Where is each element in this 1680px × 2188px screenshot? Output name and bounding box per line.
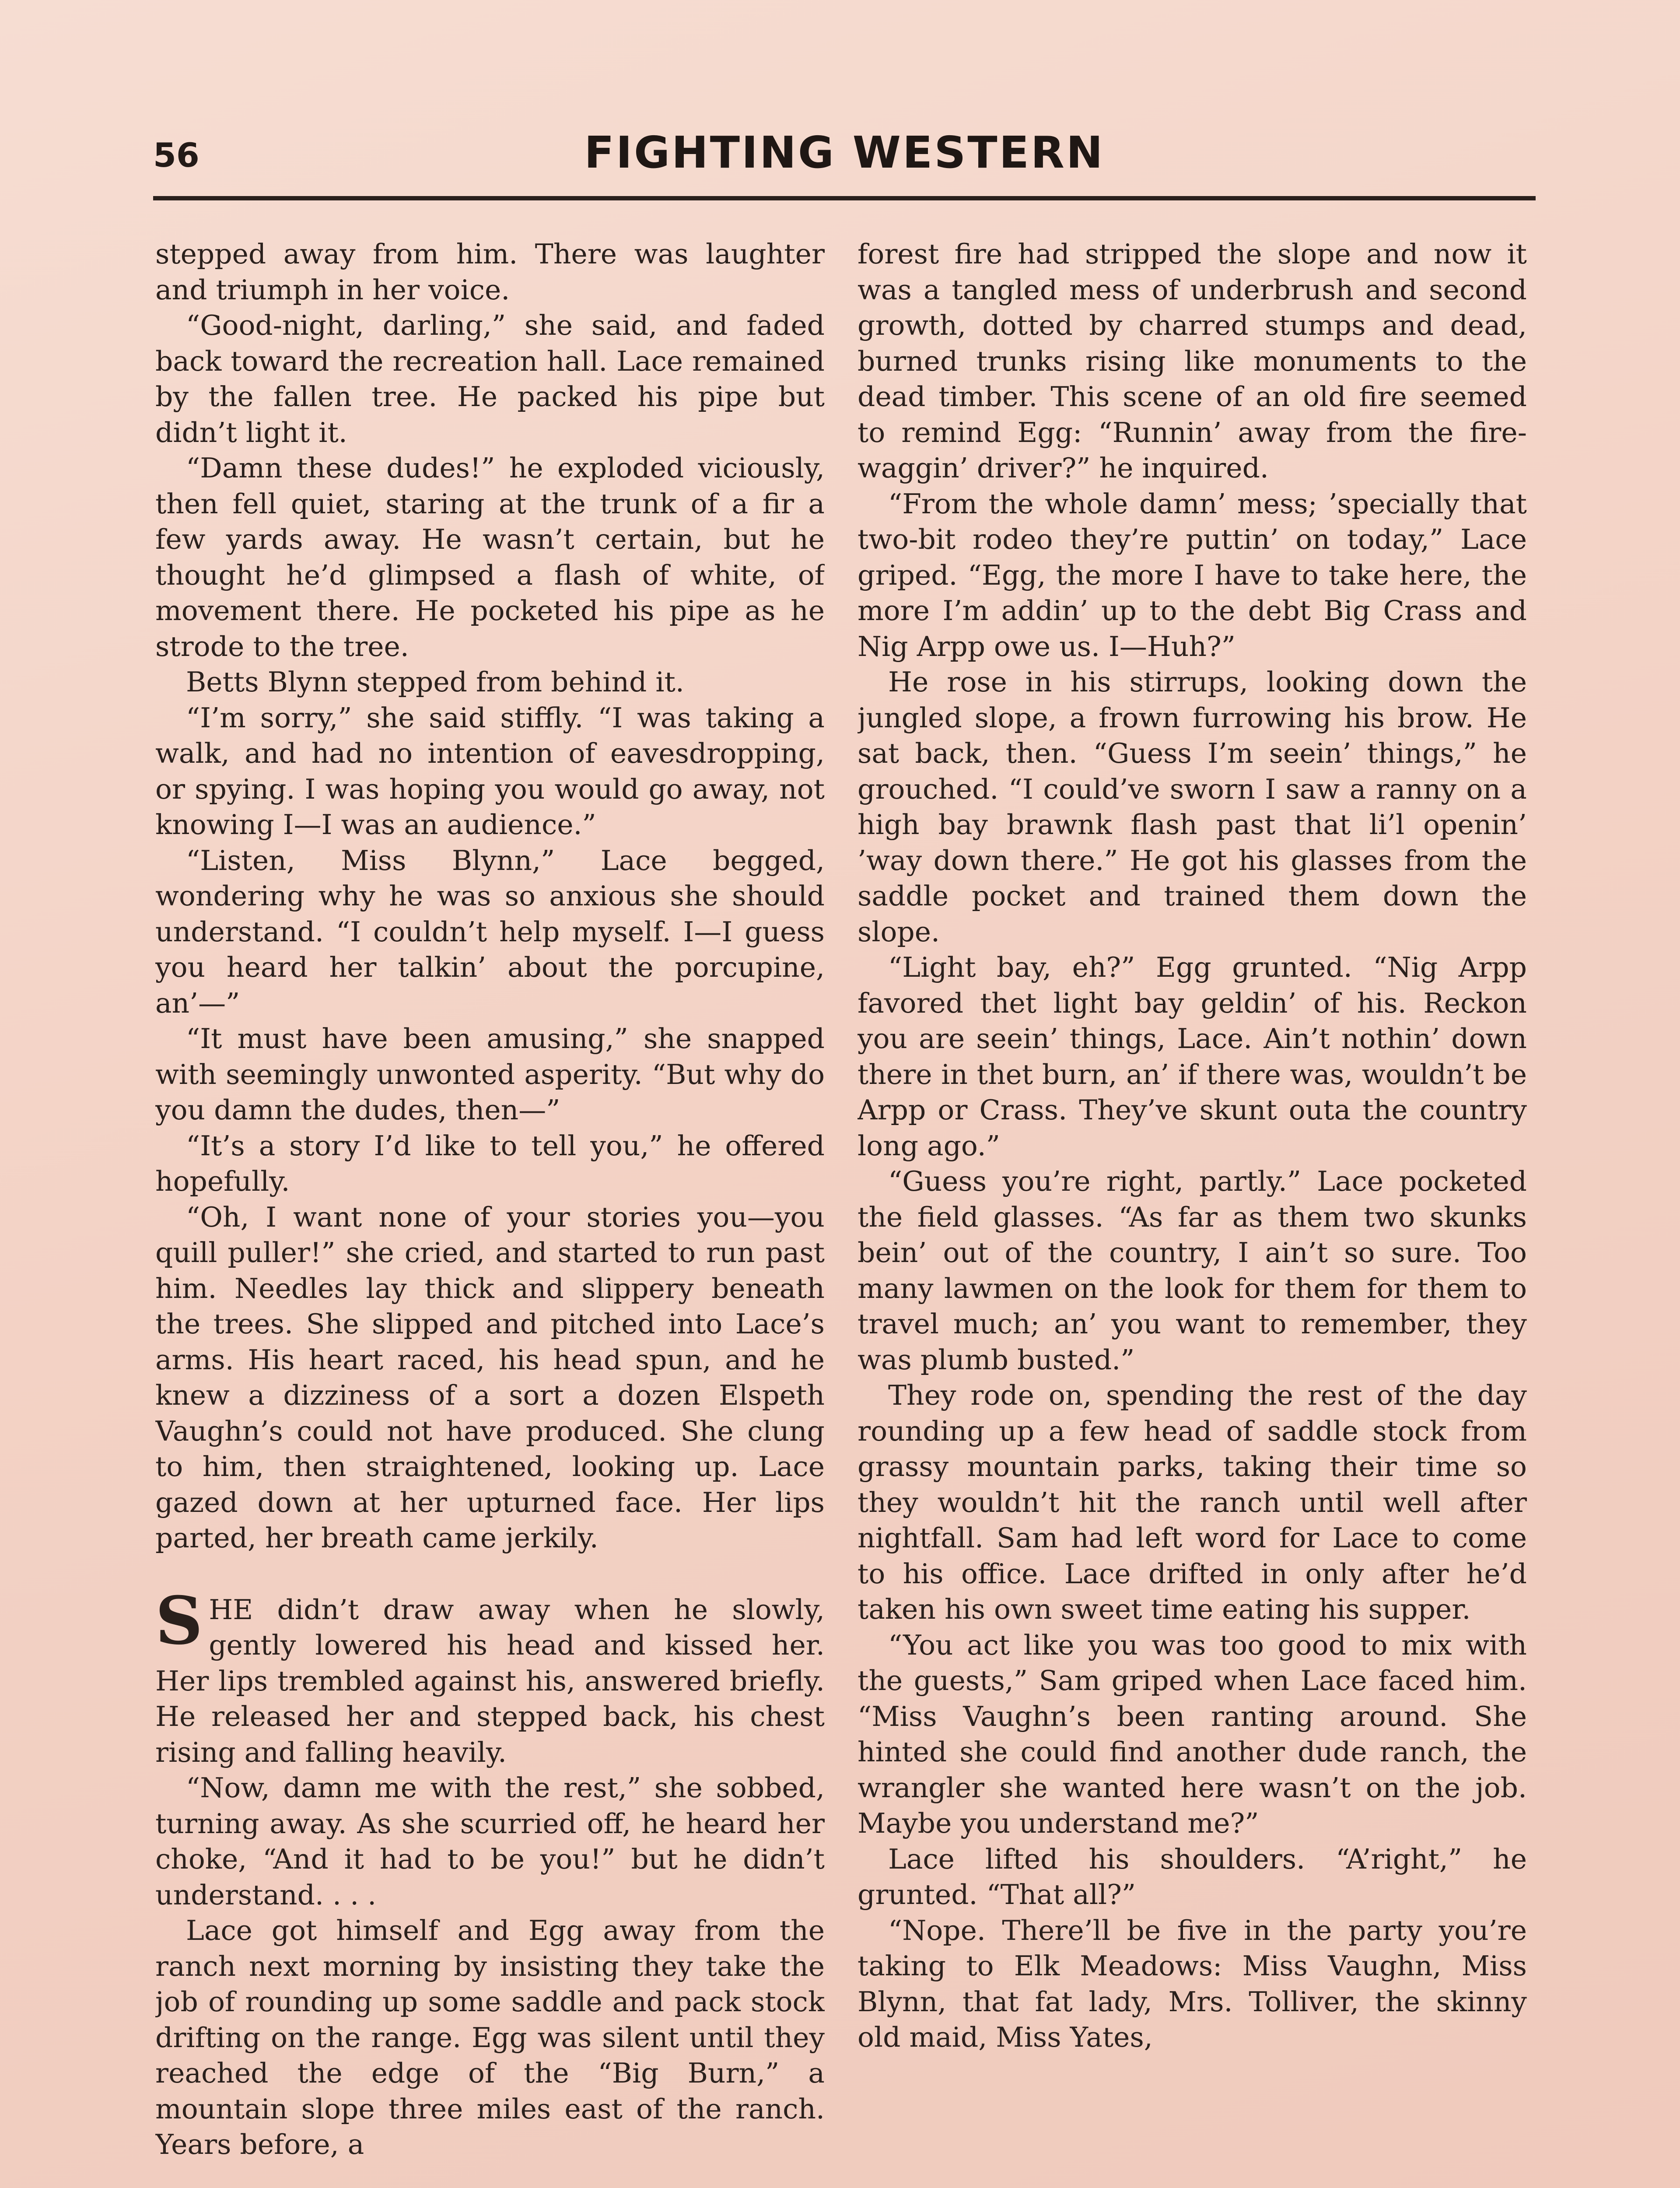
left-column bbox=[155, 236, 825, 2188]
paragraph: Betts Blynn stepped from behind it. bbox=[186, 666, 684, 698]
paragraph: “Damn these dudes!” he exploded viciously, then fell quiet, staring at the trunk of a fir a few yards away. He wasn’t certain, but he thought he’d glimpsed a flash of white, of movement there. He pocketed his pipe as he strode to the tree. bbox=[155, 452, 825, 663]
running-title: FIGHTING WESTERN bbox=[584, 127, 1105, 178]
paragraph: “Listen, Miss Blynn,” Lace begged, wondering why he was so anxious she should understand. “I couldn’t help myself. I—I guess you heard her talkin’ about the porcupine, an’—” bbox=[155, 844, 825, 1019]
page-number: 56 bbox=[153, 136, 200, 175]
paragraph: “Light bay, eh?” Egg grunted. “Nig Arpp favored thet light bay geldin’ of his. Reckon you are seein’ things, Lace. Ain’t nothin’ down there in thet burn, an’ if there was, wouldn’t be Arpp or Crass. They’ve skunt outa the country long ago.” bbox=[858, 951, 1527, 1162]
paragraph: “Nope. There’ll be five in the party you’re taking to Elk Meadows: Miss Vaughn, Miss Blynn, that fat lady, Mrs. Tolliver, the skinny old maid, Miss Yates, bbox=[858, 1914, 1527, 2053]
paragraph: “Guess you’re right, partly.” Lace pocketed the field glasses. “As far as them two skunks bein’ out of the country, I ain’t so sure. Too many lawmen on the look for them for them to travel much; an’ you want to remember, they was plumb busted.” bbox=[858, 1165, 1527, 1376]
paragraph: “Oh, I want none of your stories you—you quill puller!” she cried, and started to run past him. Needles lay thick and slippery beneath the trees. She slipped and pitched into Lace’s arms. His heart raced, his head spun, and he knew a dizziness of a sort a dozen Elspeth Vaughn’s could not have produced. She clung to him, then straightened, looking up. Lace gazed down at her upturned face. Her lips parted, her breath came jerkily. bbox=[155, 1201, 825, 1554]
paragraph: “Now, damn me with the rest,” she sobbed, turning away. As she scurried off, he heard her choke, “And it had to be you!” but he didn’t understand. . . . bbox=[155, 1772, 825, 1911]
right-column bbox=[858, 236, 1527, 2188]
paragraph: “I’m sorry,” she said stiffly. “I was taking a walk, and had no intention of eavesdropping, or spying. I was hoping you would go away, not knowing I—I was an audience.” bbox=[155, 701, 825, 841]
drop-cap: S bbox=[155, 1582, 203, 1659]
paragraph: They rode on, spending the rest of the day rounding up a few head of saddle stock from grassy mountain parks, taking their time so they wouldn’t hit the ranch until well after nightfall. Sam had left word for Lace to come to his office. Lace drifted in only after he’d taken his own sweet time eating his supper. bbox=[858, 1379, 1527, 1625]
paragraph: “It’s a story I’d like to tell you,” he offered hopefully. bbox=[155, 1129, 825, 1197]
paragraph: forest fire had stripped the slope and now it was a tangled mess of underbrush and second growth, dotted by charred stumps and dead, burned trunks rising like monuments to the dead timber. This scene of an old fire seemed to remind Egg: “Runnin’ away from the fire-waggin’ driver?” he inquired. bbox=[858, 238, 1527, 484]
paragraph: Lace got himself and Egg away from the ranch next morning by insisting they take the job of rounding up some saddle and pack stock drifting on the range. Egg was silent until they reached the edge of the “Big Burn,” a mountain slope three miles east of the ranch. Years before, a bbox=[155, 1914, 825, 2160]
paragraph: Lace lifted his shoulders. “A’right,” he grunted. “That all?” bbox=[858, 1843, 1527, 1911]
header-rule bbox=[153, 196, 1536, 200]
paragraph: “It must have been amusing,” she snapped with seemingly unwonted asperity. “But why do you damn the dudes, then—” bbox=[155, 1023, 825, 1126]
paragraph: “From the whole damn’ mess; ’specially that two-bit rodeo they’re puttin’ on today,” Lace griped. “Egg, the more I have to take here, the more I’m addin’ up to the debt Big Crass and Nig Arpp owe us. I—Huh?” bbox=[858, 487, 1527, 663]
paragraph: stepped away from him. There was laughter and triumph in her voice. bbox=[155, 238, 825, 306]
section-start-paragraph bbox=[155, 1582, 825, 1771]
paragraph: “Good-night, darling,” she said, and faded back toward the recreation hall. Lace remained by the fallen tree. He packed his pipe but didn’t light it. bbox=[155, 309, 825, 449]
paragraph: “You act like you was too good to mix with the guests,” Sam griped when Lace faced him. “Miss Vaughn’s been ranting around. She hinted she could find another dude ranch, the wrangler she wanted here wasn’t on the job. Maybe you understand me?” bbox=[858, 1629, 1527, 1839]
page-header bbox=[153, 127, 1536, 197]
paragraph: He rose in his stirrups, looking down the jungled slope, a frown furrowing his brow. He sat back, then. “Guess I’m seein’ things,” he grouched. “I could’ve sworn I saw a ranny on a high bay brawnk flash past that li’l openin’ ’way down there.” He got his glasses from the saddle pocket and trained them down the slope. bbox=[858, 666, 1527, 948]
section-first-text: HE didn’t draw away when he slowly, gently lowered his head and kissed her. Her lips trembled against his, answered briefly. He released her and stepped back, his chest rising and falling heavily. bbox=[155, 1593, 825, 1768]
